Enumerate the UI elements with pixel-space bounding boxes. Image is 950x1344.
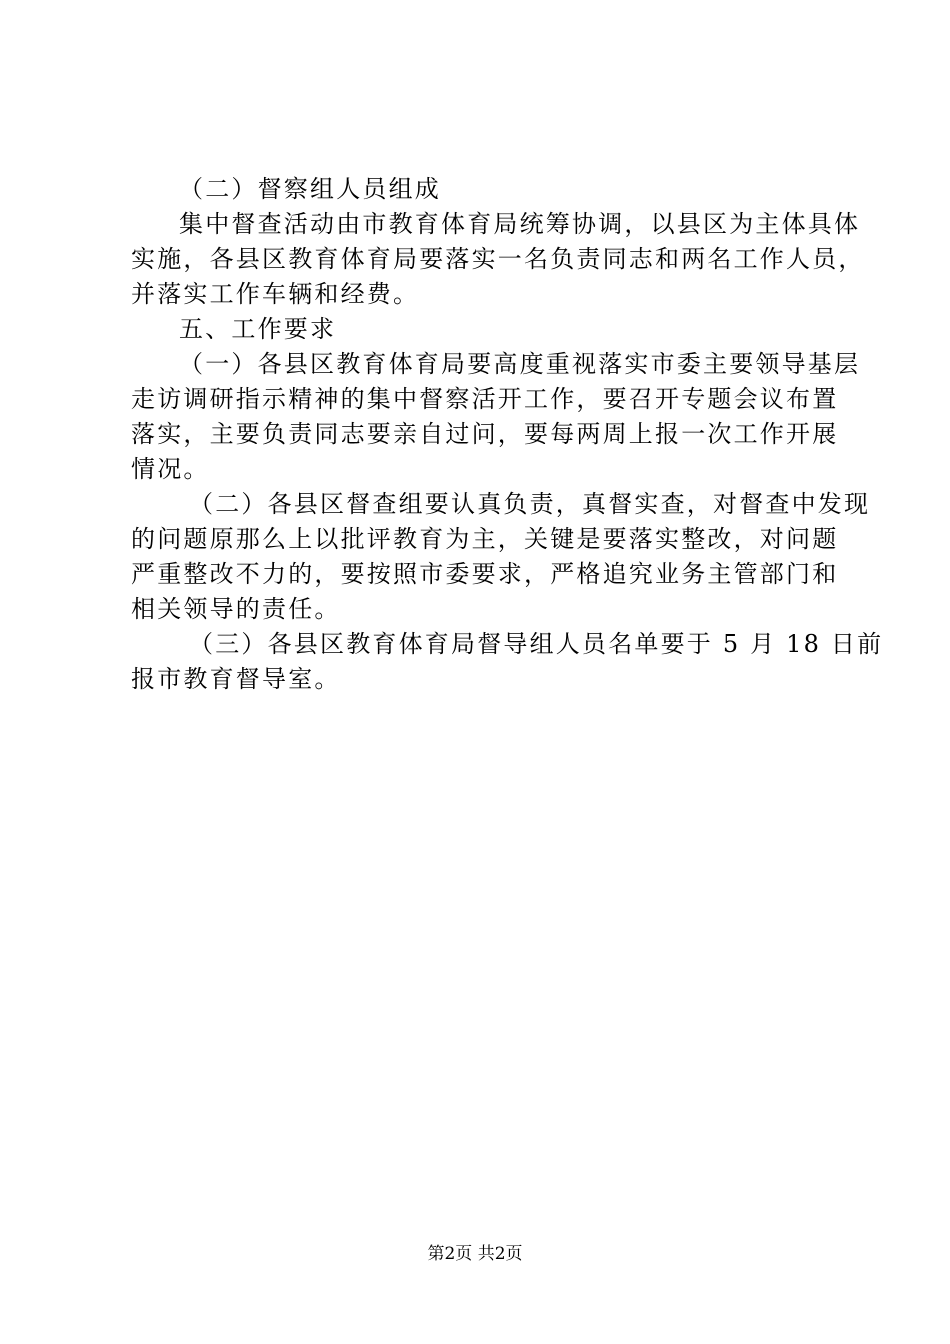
paragraph-line: 落实，主要负责同志要亲自过问，要每两周上报一次工作开展 <box>131 420 839 448</box>
paragraph-line: （一）各县区教育体育局要高度重视落实市委主要领导基层 <box>179 350 861 378</box>
paragraph-line: 报市教育督导室。 <box>131 665 341 693</box>
paragraph-line: 相关领导的责任。 <box>131 595 341 623</box>
paragraph-line: 实施，各县区教育体育局要落实一名负责同志和两名工作人员， <box>131 245 865 273</box>
document-body <box>131 172 884 697</box>
section-heading: 五、工作要求 <box>179 315 337 343</box>
page-number: 第2页 共2页 <box>427 1244 523 1264</box>
page-footer <box>0 1243 950 1265</box>
paragraph-line: 走访调研指示精神的集中督察活开工作，要召开专题会议布置 <box>131 385 839 413</box>
paragraph-line: （二）督察组人员组成 <box>179 175 441 203</box>
paragraph-line: 严重整改不力的，要按照市委要求，严格追究业务主管部门和 <box>131 560 839 588</box>
paragraph-line: 情况。 <box>131 455 210 483</box>
paragraph-line: （三）各县区教育体育局督导组人员名单要于 5 月 18 日前 <box>189 630 884 658</box>
paragraph-line: 的问题原那么上以批评教育为主，关键是要落实整改，对问题 <box>131 525 839 553</box>
paragraph-line: 并落实工作车辆和经费。 <box>131 280 420 308</box>
paragraph-line: 集中督查活动由市教育体育局统筹协调，以县区为主体具体 <box>179 210 861 238</box>
paragraph-line: （二）各县区督查组要认真负责，真督实查，对督查中发现 <box>189 490 871 518</box>
